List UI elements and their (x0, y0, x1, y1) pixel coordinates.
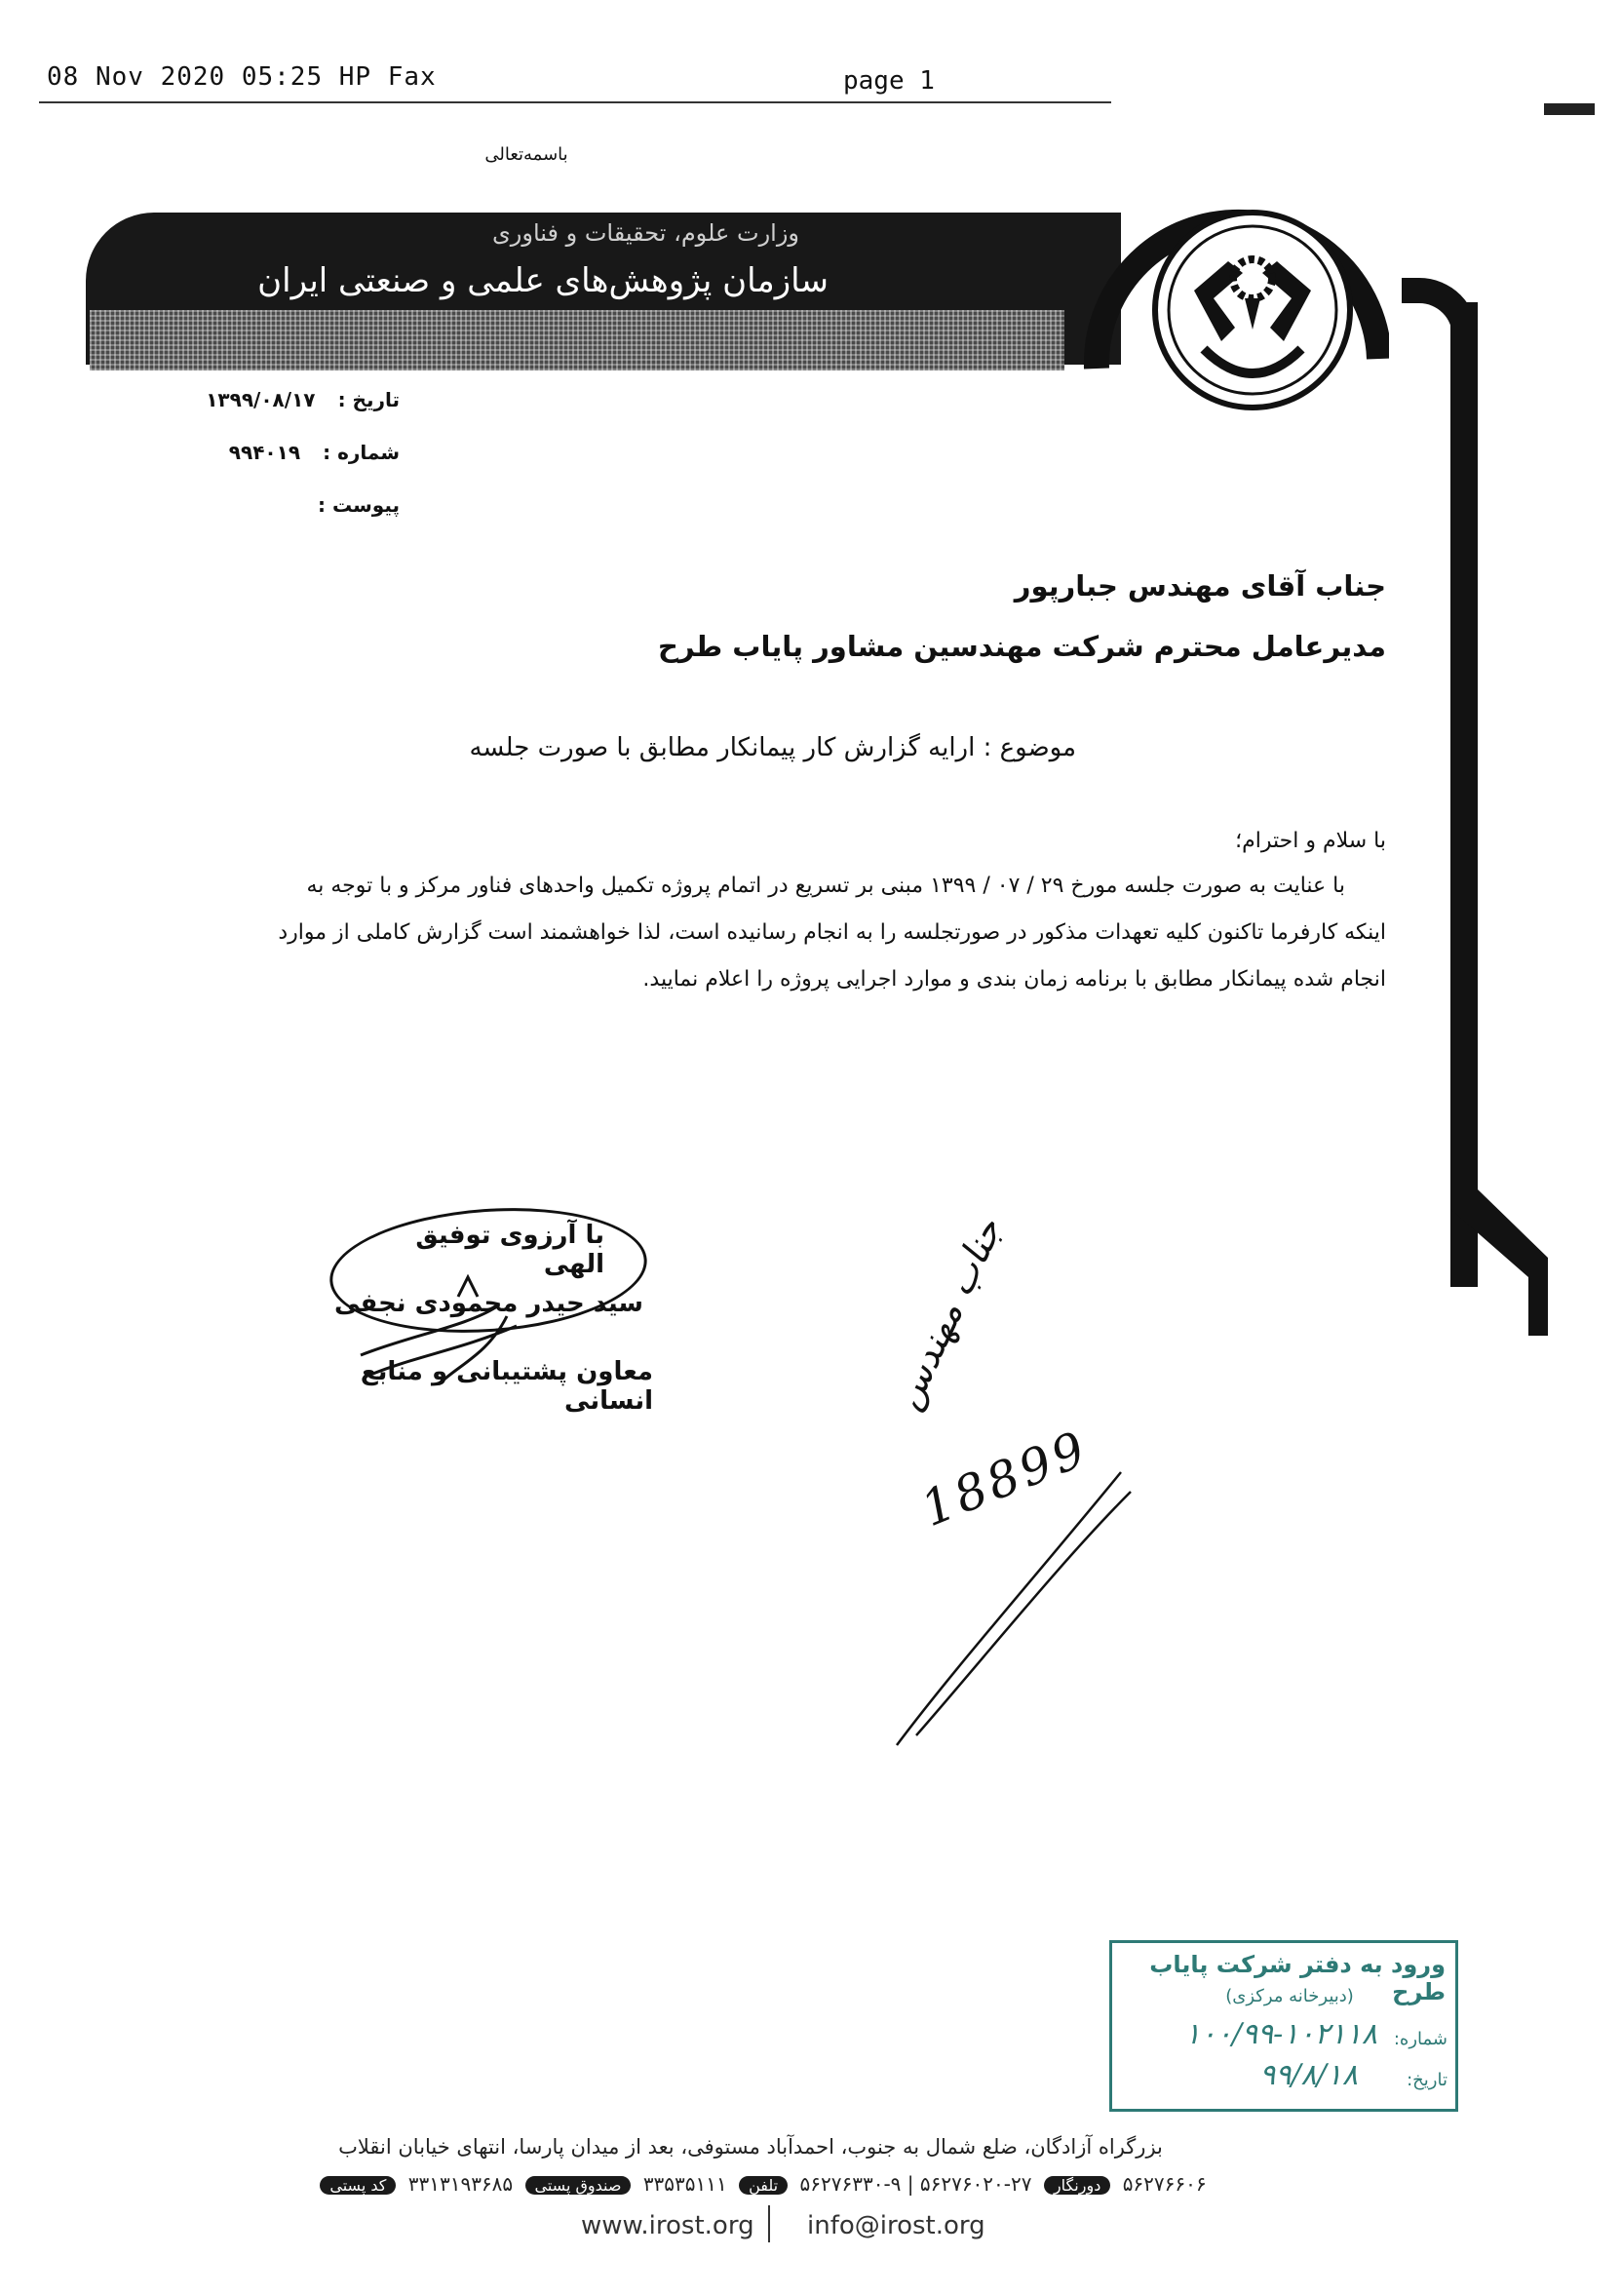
fax-datetime: 08 Nov 2020 05:25 HP Fax (47, 62, 437, 92)
footer-divider (768, 2205, 770, 2242)
right-bar-curve (1402, 278, 1478, 336)
subject-line: موضوع : ارایه گزارش کار پیمانکار مطابق با صورت جلسه (469, 733, 1076, 762)
number-row (214, 441, 400, 464)
po-box-label: صندوق پستی (525, 2176, 632, 2195)
right-bar-foot (1450, 1189, 1548, 1336)
recipient-line-2: مدیرعامل محترم شرکت مهندسین مشاور پایاب طرح (657, 630, 1386, 663)
stamp-number-value: ۱۰۰/۹۹-۱۰۲۱۱۸ (1184, 2017, 1377, 2051)
po-box: ۳۳۵۳۵۱۱۱ (642, 2172, 727, 2196)
postal-code: ۳۳۱۳۱۹۳۶۸۵ (407, 2172, 514, 2196)
signature-closing: با آرزوی توفیق الهی (415, 1221, 604, 1279)
organization-name: سازمان پژوهش‌های علمی و صنعتی ایران (257, 261, 829, 300)
number-label: شماره : (323, 441, 400, 464)
irost-logo-icon (1058, 174, 1389, 505)
fax-label: دورنگار (1044, 2176, 1110, 2195)
date-value: ۱۳۹۹/۰۸/۱۷ (206, 388, 316, 411)
phone-label: تلفن (739, 2176, 788, 2195)
right-border-bar (1450, 302, 1478, 1287)
recipient-line-1: جناب آقای مهندس جبارپور (1014, 569, 1386, 603)
handwritten-note-text: جناب مهندس (884, 1212, 1011, 1416)
stamp-subtitle: (دبیرخانه مرکزی) (1225, 1986, 1354, 2006)
handwritten-stroke (877, 1443, 1150, 1755)
attachment-label: پیوست : (317, 493, 400, 517)
email-link[interactable]: info@irost.org (807, 2211, 985, 2240)
footer-address: بزرگراه آزادگان، ضلع شمال به جنوب، احمدآباد مستوفی، بعد از میدان پارسا، انتهای خیابان انقلاب (338, 2135, 1163, 2159)
signatory-name: سید حیدر محمودی نجفی (334, 1289, 643, 1318)
number-value: ۹۹۴۰۱۹ (228, 441, 301, 464)
attachment-row (244, 493, 400, 517)
signatory-title: معاون پشتیبانی و منابع انسانی (360, 1357, 653, 1416)
handwritten-signature (351, 1258, 546, 1394)
reception-stamp (1109, 1940, 1458, 2112)
date-label: تاریخ : (337, 388, 400, 411)
body-line-3: انجام شده پیمانکار مطابق با برنامه زمان بندی و موارد اجرایی پروژه را اعلام نمایید. (642, 967, 1386, 992)
ministry-name: وزارت علوم، تحقیقات و فناوری (492, 219, 799, 247)
website-link[interactable]: www.irost.org (581, 2211, 754, 2240)
body-line-2: اینکه کارفرما تاکنون کلیه تعهدات مذکور در صورتجلسه را به انجام رسانیده است، لذا خواهشمند است گزارش کاملی از موارد (278, 920, 1386, 945)
phone-number: ۵۶۲۷۶۳۳۰-۹ | ۵۶۲۷۶۰۲۰-۲۷ (799, 2172, 1032, 2196)
stamp-title: ورود به دفتر شرکت پایاب طرح (1149, 1951, 1446, 2005)
footer-contact (253, 2172, 1267, 2196)
stamp-date-value: ۹۹/۸/۱۸ (1259, 2058, 1358, 2092)
handwritten-note (858, 1199, 1092, 1433)
invocation: باسمه‌تعالی (484, 144, 568, 165)
fax-number: ۵۶۲۷۶۶۰۶ (1122, 2172, 1207, 2196)
letterhead-dither (90, 310, 1064, 370)
postal-code-label: کد پستی (320, 2176, 396, 2195)
fax-page-number: page 1 (843, 66, 935, 96)
handwritten-number: 18899 (913, 1420, 1097, 1538)
edge-mark (1544, 103, 1595, 115)
greeting: با سلام و احترام؛ (1235, 829, 1386, 853)
stamp-date-label: تاریخ: (1407, 2070, 1447, 2090)
stamp-number-label: شماره: (1393, 2029, 1447, 2049)
fax-header (39, 58, 1111, 103)
body-line-1: با عنایت به صورت جلسه مورخ ۲۹ / ۰۷ / ۱۳۹۹ مبنی بر تسریع در اتمام پروژه تکمیل واحدهای فناور مرکز و با توجه به (306, 874, 1345, 898)
date-row (195, 388, 400, 411)
